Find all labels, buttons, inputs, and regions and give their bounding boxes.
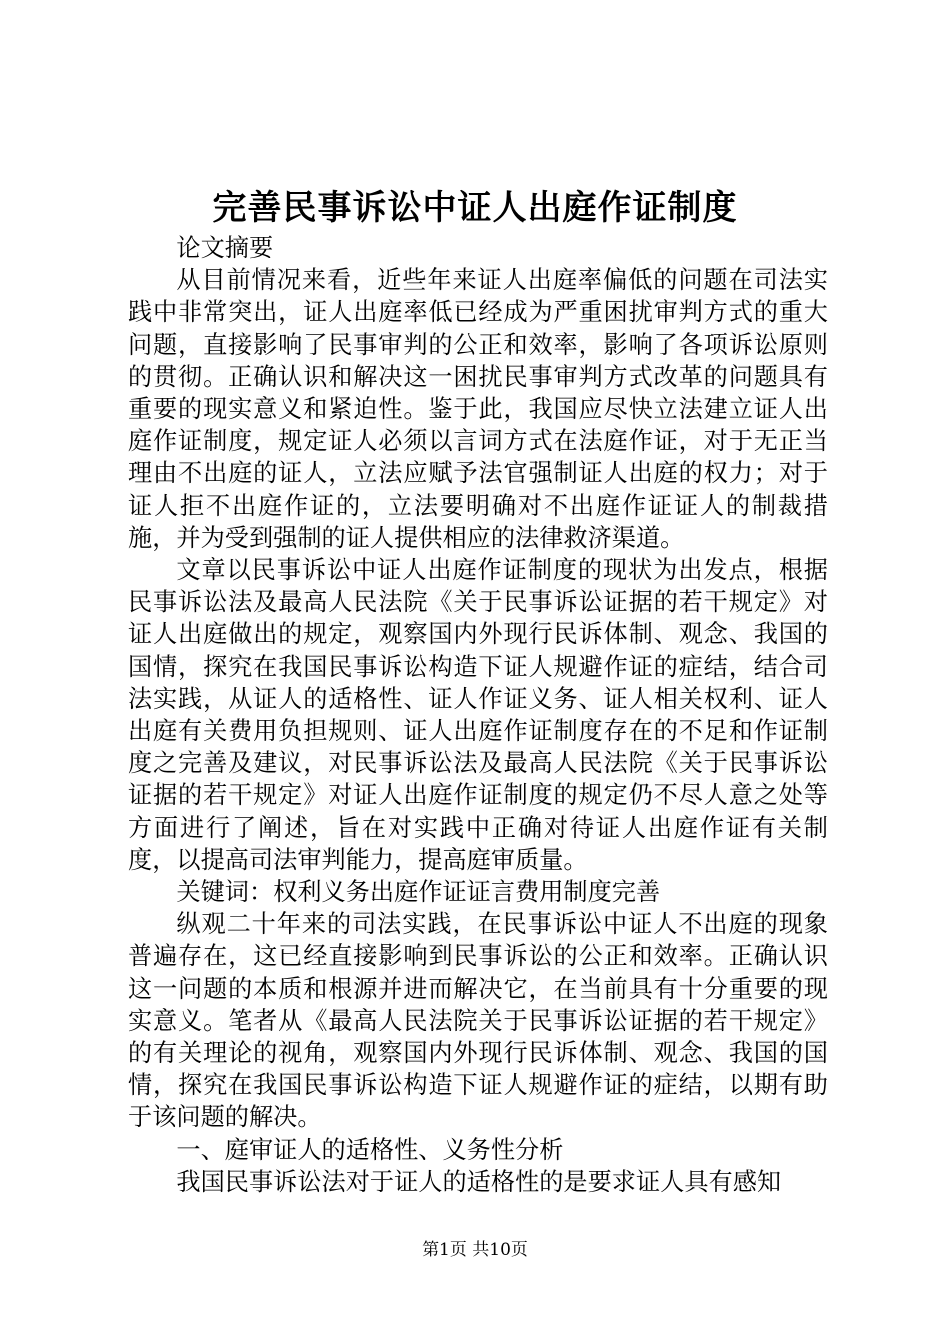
section-paragraph-1: 我国民事诉讼法对于证人的适格性的是要求证人具有感知 — [176, 1167, 782, 1196]
abstract-paragraph-1: 从目前情况来看，近些年来证人出庭率偏低的问题在司法实践中非常突出，证人出庭率低已经成为严重困扰审判方式的重大问题，直接影响了民事审判的公正和效率，影响了各项诉讼原则的贯彻。正确认识和解决这一困扰民事审判方式改革的问题具有重要的现实意义和紧迫性。鉴于此，我国应尽快立法建立证人出庭作证制度，规定证人必须以言词方式在法庭作证，对于无正当理由不出庭的证人，立法应赋予法官强制证人出庭的权力；对于证人拒不出庭作证的，立法要明确对不出庭作证证人的制裁措施，并为受到强制的证人提供相应的法律救济渠道。 — [128, 266, 828, 552]
intro-paragraph: 纵观二十年来的司法实践，在民事诉讼中证人不出庭的现象普遍存在，这已经直接影响到民事诉讼的公正和效率。正确认识这一问题的本质和根源并进而解决它，在当前具有十分重要的现实意义。笔者从《最高人民法院关于民事诉讼证据的若干规定》的有关理论的视角，观察国内外现行民诉体制、观念、我国的国情，探究在我国民事诉讼构造下证人规避作证的症结，以期有助于该问题的解决。 — [128, 910, 828, 1132]
document-title: 完善民事诉讼中证人出庭作证制度 — [212, 188, 738, 228]
keywords-line: 关键词：权利义务出庭作证证言费用制度完善 — [176, 878, 661, 907]
abstract-paragraph-2: 文章以民事诉讼中证人出庭作证制度的现状为出发点，根据民事诉讼法及最高人民法院《关于民事诉讼证据的若干规定》对证人出庭做出的规定，观察国内外现行民诉体制、观念、我国的国情，探究在我国民事诉讼构造下证人规避作证的症结，结合司法实践，从证人的适格性、证人作证义务、证人相关权利、证人出庭有关费用负担规则、证人出庭作证制度存在的不足和作证制度之完善及建议，对民事诉讼法及最高人民法院《关于民事诉讼证据的若干规定》对证人出庭作证制度的规定仍不尽人意之处等方面进行了阐述，旨在对实践中正确对待证人出庭作证有关制度，以提高司法审判能力，提高庭审质量。 — [128, 556, 828, 874]
section-heading-1: 一、庭审证人的适格性、义务性分析 — [176, 1135, 564, 1164]
document-body — [128, 232, 828, 1198]
abstract-heading: 论文摘要 — [176, 234, 274, 262]
page-footer: 第1页 共10页 — [422, 1240, 528, 1260]
